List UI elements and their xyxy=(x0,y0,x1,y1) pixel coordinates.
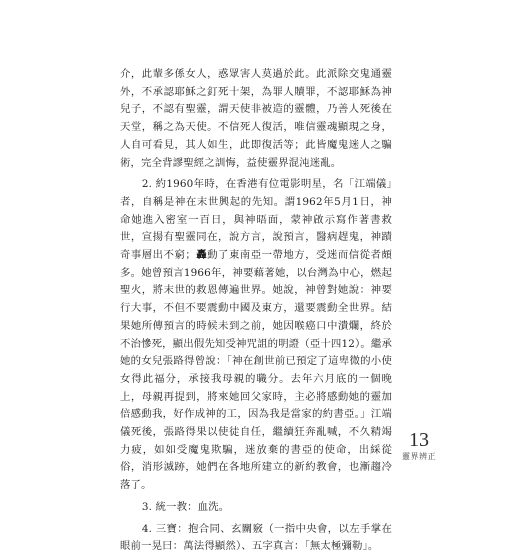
body-text xyxy=(120,66,392,560)
page-number: 13 xyxy=(409,429,429,451)
paragraph-item-2-text-b: 動了東南亞一帶地方，受迷而信從者頗多。她曾預言1966年，神要藉著她，以台灣為中心，燃起聖火，將末世的救恩傳遍世界。她說，神曾對她說：神要行大事，不但不要震動中國及東方，還要震動全世界。結果她所傳預言的時候未到之前，她因喉癌口中潰爛，終於不治慘死，顯出假先知受神咒詛的明證（亞十四12）。繼承她的女兒張路得曾說：「神在創世前已預定了這卑微的小使女得此福分，承接我母親的職分。去年六月底的一個晚上，母親再提到，將來她回父家時，主必將感動她的靈加倍感動我，好作成神的工，因為我是當家的約書亞。」江端儀死後，張路得果以使徒自任，繼續狂奔亂喊，不久精竭力疲，如如受魔鬼欺騙，迷放棄的書亞的使命，出綵從俗，消形滅跡，她們在各地所建立的新約教會，也漸趨冷落了。 xyxy=(120,249,392,492)
paragraph-item-4: 4. 三寶：抱合同、玄關竅（一指中央會，以左手掌在眼前一晃曰：萬法得顯然）、五字真言：「無太極彌勒」。 xyxy=(120,522,392,553)
page-footer xyxy=(394,430,444,462)
paragraph-item-3: 3. 統一教：血洗。 xyxy=(141,500,230,513)
paragraph-item-2 xyxy=(120,176,392,495)
paragraph-item-2-text-a: 2. 約1960年時，在香港有位電影明星，名「江端儀」者，自稱是神在末世興起的先知。謂1962年5月1日，神命她進入密室一百日，與神晤面，蒙神啟示寫作著書救世，宣揚有聖靈同在，說方言，說預言，醫病趕鬼，神蹟奇事層出不窮； xyxy=(120,178,392,262)
paragraph-item-2-bold-char: 轟 xyxy=(195,249,208,262)
running-footer: 靈界辨正 xyxy=(402,452,436,461)
paragraph-continuation: 介，此輩多係女人，惑眾害人莫過於此。此派除交鬼通靈外，不承認耶穌之釘死十架，為罪人贖罪，不認耶穌為神兒子，不認有聖靈，謂天使非被造的靈體，乃善人死後在天堂，稱之為天使。不信死人復活，唯信靈魂顯現之身，人自可看見，其人如生，此即復活等；此皆魔鬼迷人之騙術，完全背謬聖經之訓悔，益使靈界混沌迷亂。 xyxy=(120,68,392,169)
